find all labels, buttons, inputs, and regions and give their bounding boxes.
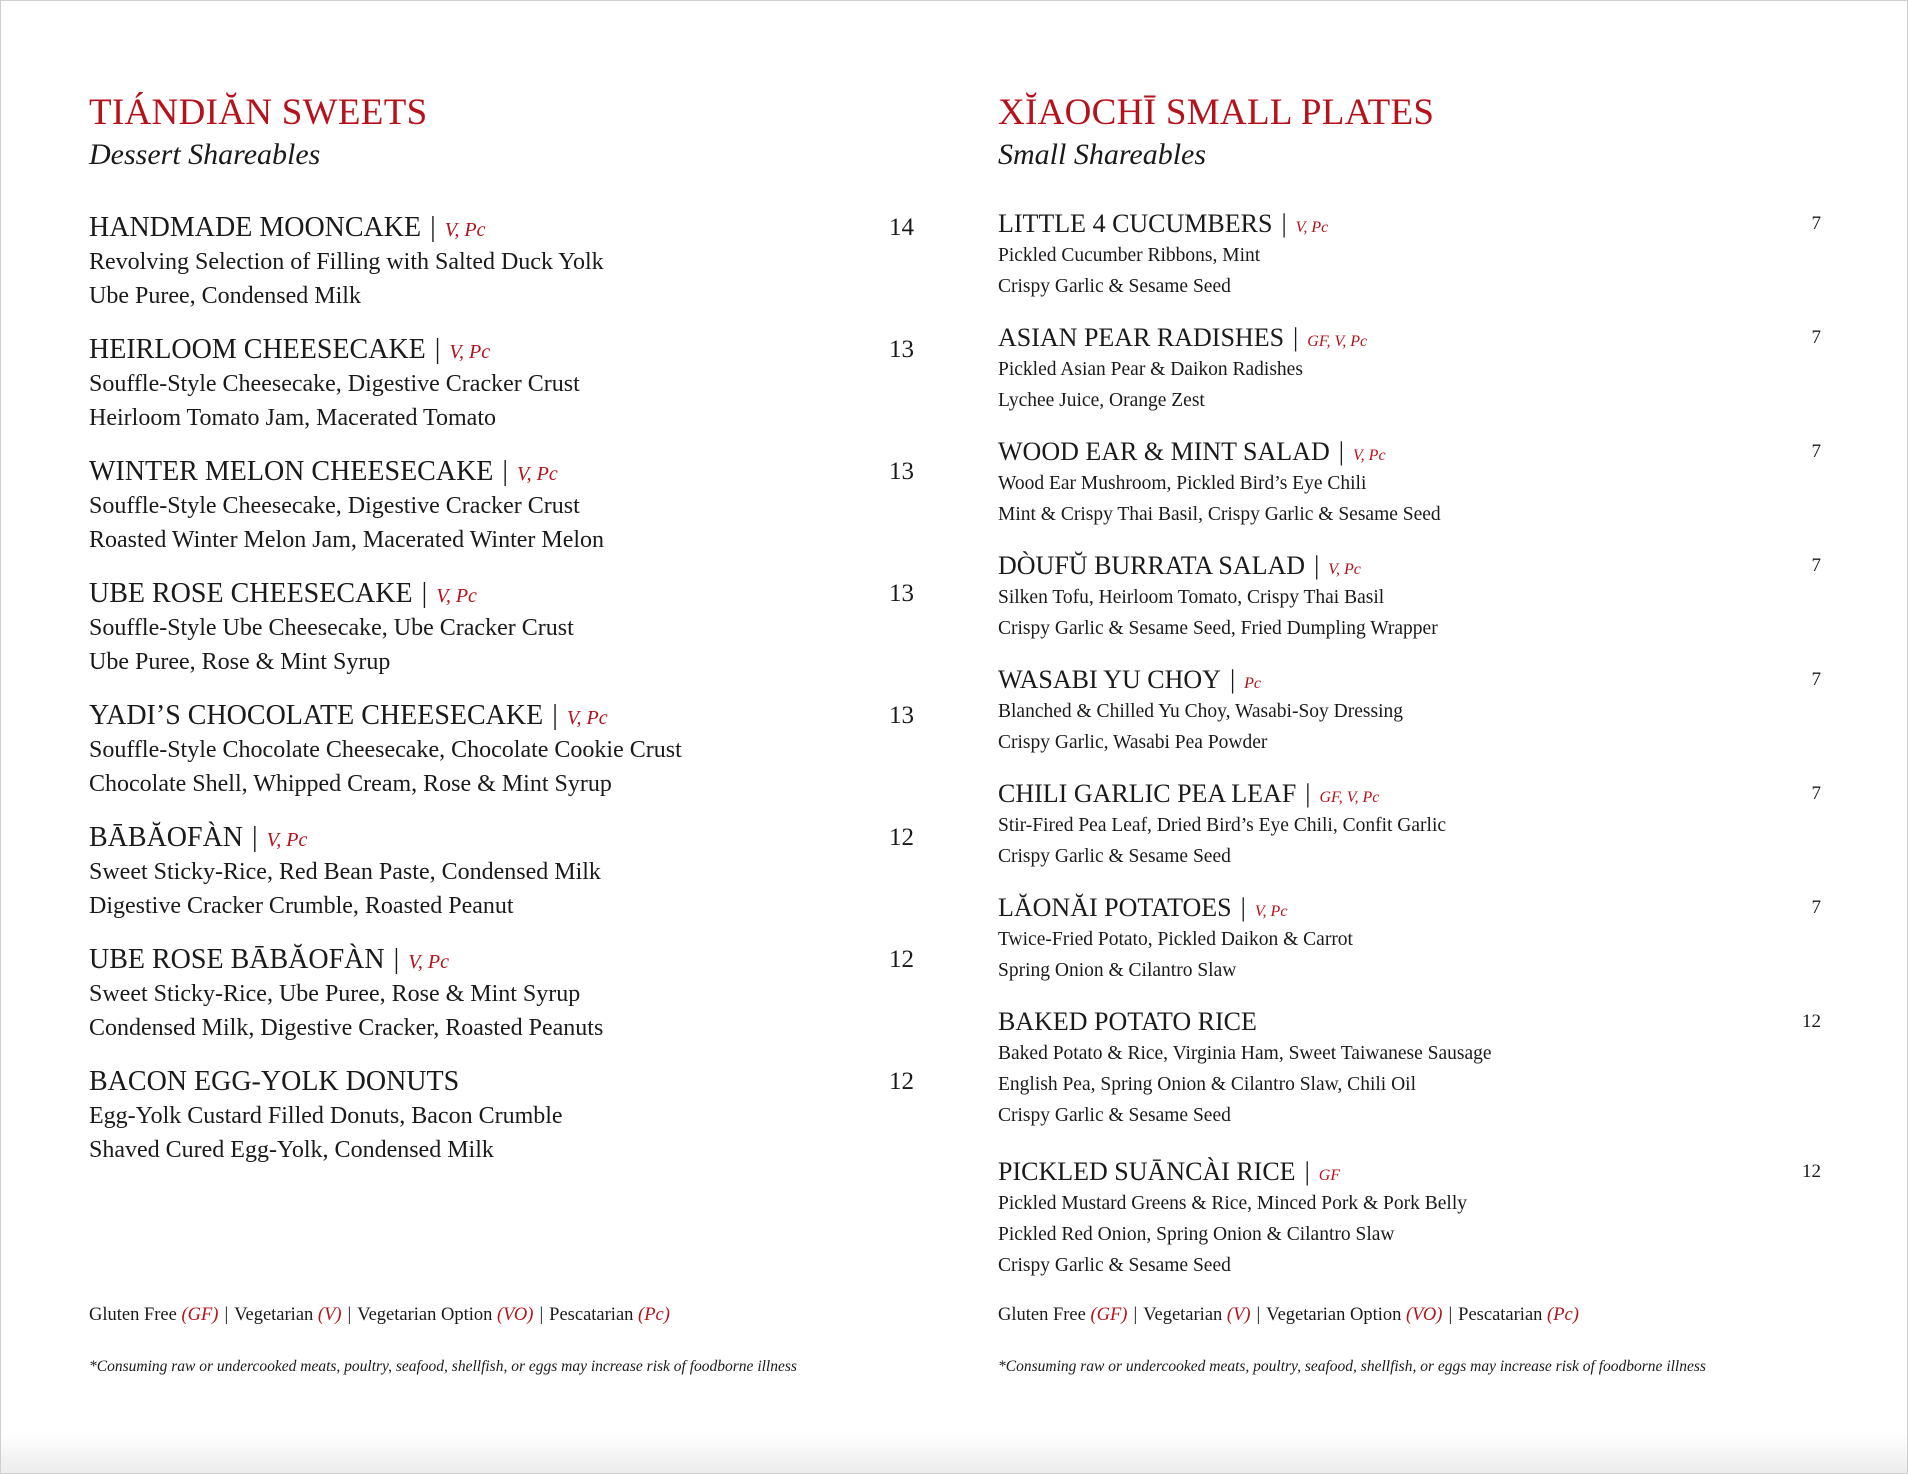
menu-item-header [998, 323, 1821, 353]
item-description-line: Silken Tofu, Heirloom Tomato, Crispy Thai Basil [998, 587, 1385, 608]
legend-code: (V) [1226, 1305, 1251, 1325]
item-name: ASIAN PEAR RADISHES [998, 323, 1285, 352]
menu-item-header [89, 211, 914, 245]
item-name: LĂONĂI POTATOES [998, 893, 1232, 922]
item-description-line: Egg-Yolk Custard Filled Donuts, Bacon Crumble [89, 1103, 563, 1129]
menu-item-header [89, 699, 914, 733]
item-separator: | [393, 944, 400, 975]
item-separator: | [1281, 209, 1287, 238]
item-price: 7 [1811, 327, 1821, 348]
item-price: 7 [1811, 897, 1821, 918]
dietary-tags: Pc [1244, 675, 1262, 692]
item-description-line: Crispy Garlic & Sesame Seed [998, 846, 1231, 867]
item-description-line: Pickled Red Onion, Spring Onion & Cilantro Slaw [998, 1224, 1395, 1245]
dietary-tags: V, Pc [1352, 447, 1386, 464]
item-description-line: Pickled Asian Pear & Daikon Radishes [998, 359, 1303, 380]
legend-label: Pescatarian [1458, 1305, 1543, 1325]
item-description-line: Crispy Garlic & Sesame Seed [998, 1255, 1231, 1276]
legend-label: Gluten Free [998, 1305, 1086, 1325]
legend-separator: | [1133, 1305, 1138, 1325]
menu-item-header [998, 779, 1821, 809]
item-separator: | [252, 822, 258, 853]
menu-item-header [89, 821, 914, 855]
food-safety-disclaimer: *Consuming raw or undercooked meats, poultry, seafood, shellfish, or eggs may increase risk of foodborne illness [89, 1358, 797, 1375]
legend-code: (VO) [497, 1305, 534, 1325]
item-description-line: Twice-Fried Potato, Pickled Daikon & Carrot [998, 929, 1353, 950]
food-safety-disclaimer: *Consuming raw or undercooked meats, poultry, seafood, shellfish, or eggs may increase risk of foodborne illness [998, 1358, 1706, 1375]
legend-label: Vegetarian Option [1266, 1305, 1402, 1325]
item-separator: | [1314, 551, 1320, 580]
item-description-line: Pickled Cucumber Ribbons, Mint [998, 245, 1261, 266]
item-separator: | [1240, 893, 1246, 922]
item-name: YADI’S CHOCOLATE CHEESECAKE [89, 700, 544, 731]
item-description-line: Condensed Milk, Digestive Cracker, Roasted Peanuts [89, 1015, 604, 1041]
section-title: XĬAOCHĪ SMALL PLATES [998, 92, 1435, 133]
item-description-line: Stir-Fired Pea Leaf, Dried Bird’s Eye Chili, Confit Garlic [998, 815, 1447, 836]
menu-item-header [89, 943, 914, 977]
item-separator: | [421, 578, 428, 609]
dietary-tags: GF, V, Pc [1319, 789, 1380, 806]
menu-item [998, 209, 1821, 301]
item-name: HANDMADE MOONCAKE [89, 212, 422, 243]
legend-code: (V) [317, 1305, 342, 1325]
legend-label: Vegetarian [1143, 1305, 1223, 1325]
section-subtitle: Dessert Shareables [89, 138, 321, 171]
item-separator: | [434, 334, 441, 365]
legend-separator: | [1448, 1305, 1453, 1325]
item-separator: | [1338, 437, 1344, 466]
section-subtitle: Small Shareables [998, 138, 1207, 171]
item-description-line: Ube Puree, Rose & Mint Syrup [89, 649, 391, 675]
item-description-line: Ube Puree, Condensed Milk [89, 283, 361, 309]
item-name: BACON EGG-YOLK DONUTS [89, 1066, 460, 1097]
menu-item [998, 893, 1821, 985]
item-name: WASABI YU CHOY [998, 665, 1221, 694]
menu-item-header [89, 333, 914, 367]
item-description-line: Crispy Garlic & Sesame Seed [998, 1105, 1231, 1126]
item-separator: | [502, 456, 509, 487]
item-description-line: Baked Potato & Rice, Virginia Ham, Sweet Taiwanese Sausage [998, 1043, 1492, 1064]
legend-code: (Pc) [1547, 1305, 1579, 1325]
dietary-tags: V, Pc [444, 219, 486, 241]
item-price: 7 [1811, 213, 1821, 234]
item-price: 12 [1802, 1161, 1821, 1182]
legend-separator: | [347, 1305, 352, 1325]
item-price: 7 [1811, 783, 1821, 804]
item-price: 12 [889, 824, 914, 851]
item-price: 14 [889, 214, 914, 241]
item-separator: | [1304, 1157, 1310, 1186]
item-price: 13 [889, 458, 914, 485]
item-name: HEIRLOOM CHEESECAKE [89, 334, 426, 365]
item-description-line: Roasted Winter Melon Jam, Macerated Winter Melon [89, 527, 605, 553]
dietary-tags: V, Pc [436, 585, 477, 607]
menu-item-header [998, 893, 1821, 923]
item-name: PICKLED SUĀNCÀI RICE [998, 1157, 1296, 1186]
item-description-line: Crispy Garlic, Wasabi Pea Powder [998, 732, 1268, 753]
legend-separator: | [224, 1305, 229, 1325]
menu-item-header [998, 209, 1821, 239]
dietary-tags: V, Pc [1328, 561, 1361, 578]
menu-item [998, 779, 1821, 871]
legend-label: Vegetarian Option [357, 1305, 493, 1325]
menu-item [998, 437, 1821, 529]
item-name: CHILI GARLIC PEA LEAF [998, 779, 1297, 808]
dietary-tags: V, Pc [449, 341, 491, 363]
item-name: WINTER MELON CHEESECAKE [89, 456, 494, 487]
item-description-line: Shaved Cured Egg-Yolk, Condensed Milk [89, 1137, 494, 1163]
menu-item-list [89, 211, 914, 1167]
item-price: 12 [889, 1068, 914, 1095]
menu-item [89, 577, 914, 679]
item-description-line: Pickled Mustard Greens & Rice, Minced Pork & Pork Belly [998, 1193, 1468, 1214]
legend-code: (Pc) [638, 1305, 670, 1325]
item-description-line: Mint & Crispy Thai Basil, Crispy Garlic & Sesame Seed [998, 504, 1441, 525]
menu-item-list [998, 209, 1821, 1280]
dietary-tags: V, Pc [566, 707, 608, 729]
item-separator: | [552, 700, 558, 731]
item-separator: | [1229, 665, 1236, 694]
dietary-tags: V, Pc [517, 463, 558, 485]
legend-label: Pescatarian [549, 1305, 634, 1325]
menu-item [998, 1157, 1821, 1280]
menu-item-header [998, 665, 1821, 695]
item-name: LITTLE 4 CUCUMBERS [998, 209, 1273, 238]
item-description-line: Souffle-Style Ube Cheesecake, Ube Cracker Crust [89, 615, 574, 641]
item-separator: | [1305, 779, 1311, 808]
menu-item [998, 665, 1821, 757]
item-description-line: Revolving Selection of Filling with Salted Duck Yolk [89, 249, 604, 275]
menu-item [998, 323, 1821, 415]
item-separator: | [1293, 323, 1299, 352]
menu-item [89, 821, 914, 923]
dietary-tags: V, Pc [1254, 903, 1288, 920]
dietary-legend [998, 1303, 1579, 1327]
item-price: 7 [1811, 441, 1821, 462]
menu-item [89, 455, 914, 557]
menu-item [89, 1065, 914, 1167]
item-separator: | [430, 212, 436, 243]
menu-item-header [998, 437, 1821, 467]
item-description-line: Lychee Juice, Orange Zest [998, 390, 1205, 411]
item-description-line: Heirloom Tomato Jam, Macerated Tomato [89, 405, 496, 431]
item-description-line: Digestive Cracker Crumble, Roasted Peanut [89, 893, 514, 919]
item-name: BAKED POTATO RICE [998, 1007, 1257, 1036]
item-name: WOOD EAR & MINT SALAD [998, 437, 1330, 466]
item-price: 13 [889, 336, 914, 363]
item-price: 12 [889, 946, 914, 973]
item-price: 7 [1811, 555, 1821, 576]
item-description-line: Sweet Sticky-Rice, Ube Puree, Rose & Mint Syrup [89, 981, 581, 1007]
item-description-line: Souffle-Style Chocolate Cheesecake, Chocolate Cookie Crust [89, 737, 682, 763]
item-price: 12 [1802, 1011, 1821, 1032]
menu-item-header [998, 551, 1821, 581]
section-title: TIÁNDIĂN SWEETS [89, 92, 428, 133]
item-name: UBE ROSE CHEESECAKE [89, 578, 413, 609]
dietary-tags: GF [1318, 1167, 1341, 1184]
item-description-line: Souffle-Style Cheesecake, Digestive Cracker Crust [89, 371, 580, 397]
menu-item-header [998, 1007, 1821, 1037]
item-price: 7 [1811, 669, 1821, 690]
dietary-tags: V, Pc [1295, 219, 1329, 236]
item-description-line: English Pea, Spring Onion & Cilantro Slaw, Chili Oil [998, 1074, 1416, 1095]
item-description-line: Crispy Garlic & Sesame Seed, Fried Dumpling Wrapper [998, 618, 1438, 639]
menu-item [998, 1007, 1821, 1130]
menu-item-header [998, 1157, 1821, 1187]
menu-item [89, 699, 914, 801]
menu-item [89, 333, 914, 435]
menu-item-header [89, 577, 914, 611]
item-description-line: Spring Onion & Cilantro Slaw [998, 960, 1237, 981]
menu-item [998, 551, 1821, 643]
dietary-tags: GF, V, Pc [1307, 333, 1368, 350]
menu-item [89, 211, 914, 313]
legend-label: Gluten Free [89, 1305, 177, 1325]
item-name: DÒUFŬ BURRATA SALAD [998, 551, 1306, 580]
item-name: UBE ROSE BĀBĂOFÀN [89, 944, 385, 975]
legend-code: (GF) [1090, 1305, 1128, 1325]
page-bottom-shadow [1, 1433, 1907, 1473]
legend-code: (VO) [1406, 1305, 1443, 1325]
item-name: BĀBĂOFÀN [89, 822, 244, 853]
item-price: 13 [889, 580, 914, 607]
dietary-tags: V, Pc [408, 951, 449, 973]
menu-item-header [89, 455, 914, 489]
item-description-line: Souffle-Style Cheesecake, Digestive Cracker Crust [89, 493, 580, 519]
dietary-legend [89, 1303, 670, 1327]
item-description-line: Wood Ear Mushroom, Pickled Bird’s Eye Chili [998, 473, 1367, 494]
desserts-section [89, 91, 914, 1187]
item-description-line: Sweet Sticky-Rice, Red Bean Paste, Condensed Milk [89, 859, 601, 885]
dietary-tags: V, Pc [266, 829, 308, 851]
legend-code: (GF) [181, 1305, 219, 1325]
legend-label: Vegetarian [234, 1305, 314, 1325]
legend-separator: | [1256, 1305, 1261, 1325]
item-price: 13 [889, 702, 914, 729]
menu-item-header [89, 1065, 914, 1099]
item-description-line: Crispy Garlic & Sesame Seed [998, 276, 1231, 297]
item-description-line: Blanched & Chilled Yu Choy, Wasabi-Soy Dressing [998, 701, 1404, 722]
small-plates-section [998, 91, 1821, 1307]
legend-separator: | [539, 1305, 544, 1325]
item-description-line: Chocolate Shell, Whipped Cream, Rose & Mint Syrup [89, 771, 612, 797]
menu-item [89, 943, 914, 1045]
